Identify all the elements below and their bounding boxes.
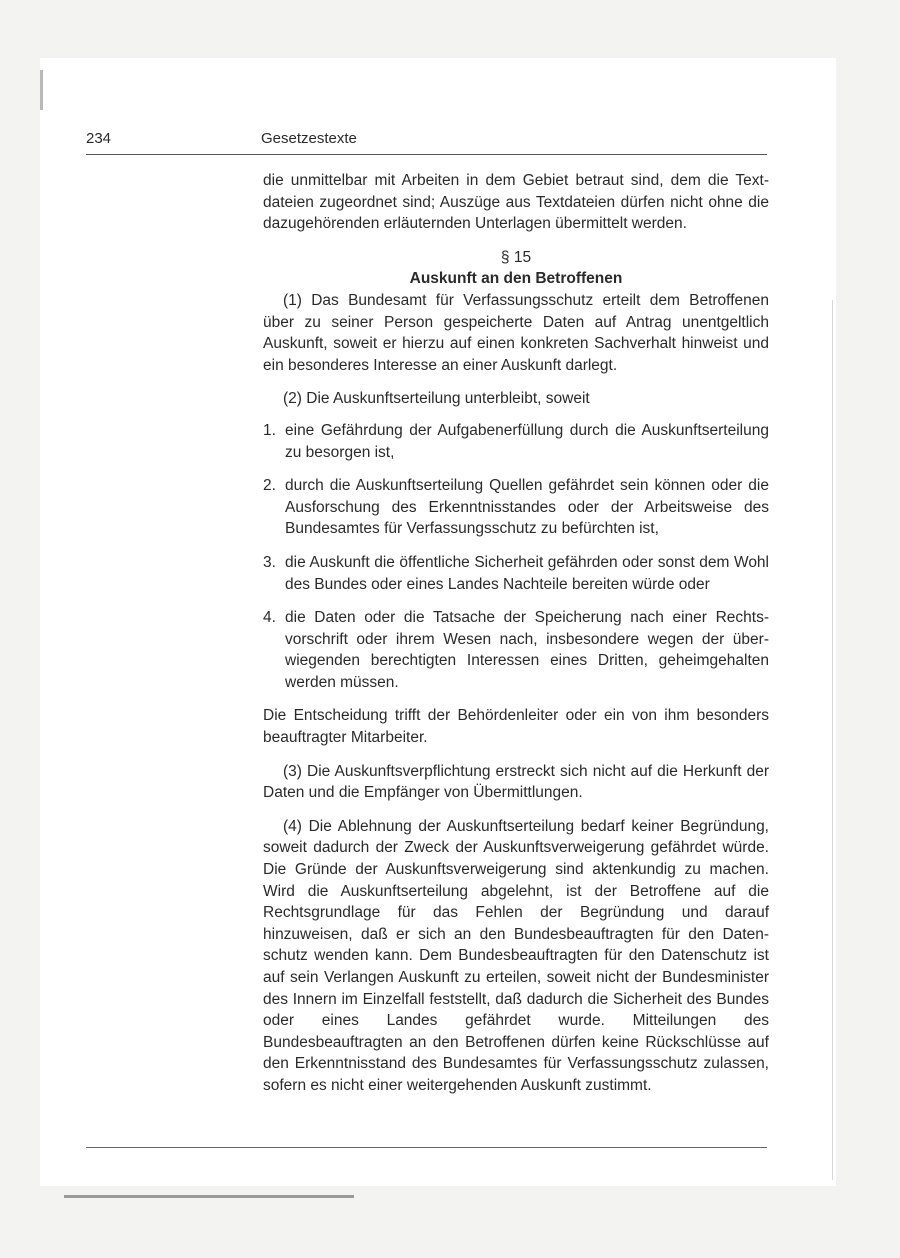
list-item — [263, 607, 769, 693]
list-item-text: eine Gefährdung der Aufgabenerfüllung durch die Auskunftserteilung zu besorgen ist, — [285, 421, 769, 461]
page-body — [263, 170, 769, 1097]
section-number: § 15 — [500, 248, 532, 266]
list-item-text: die Daten oder die Tatsache der Speicherung nach einer Rechtsvorschrift oder ihrem Wesen nach, insbesondere wegen der überwiegenden berechtigten Interessen eines Dritten, geheimgehalten werden müssen. — [285, 609, 769, 691]
list-item-number: 4. — [263, 609, 276, 627]
section-title: Auskunft an den Betroffenen — [409, 270, 623, 288]
paragraph-2-intro: (2) Die Auskunftserteilung unterbleibt, soweit — [283, 390, 590, 408]
decision-paragraph: Die Entscheidung trifft der Behördenleiter oder ein von ihm besonders beauftragter Mitarbeiter. — [263, 707, 769, 747]
intro-paragraph: die unmittelbar mit Arbeiten in dem Gebiet betraut sind, dem die Textdateien zugeordnet sind; Auszüge aus Textdateien dürfen nicht ohne die dazugehörenden erläuternden Unterlagen übermittelt werden. — [263, 172, 769, 233]
list-item-text: die Auskunft die öffentliche Sicherheit gefährden oder sonst dem Wohl des Bundes oder eines Landes Nachteile bereiten würde oder — [285, 553, 769, 593]
scan-edge — [832, 300, 833, 1180]
paragraph-1: (1) Das Bundesamt für Verfassungsschutz erteilt dem Betroffenen über zu seiner Person gespeicherte Daten auf Antrag unentgeltlich Auskunft, soweit er hierzu auf einen konkreten Sachverhalt hinweist und ein besonderes Interesse an einer Auskunft darlegt. — [263, 291, 769, 374]
running-title: Gesetzestexte — [261, 130, 357, 147]
paragraph-4: (4) Die Ablehnung der Auskunftserteilung bedarf keiner Begründung, soweit dadurch der Zweck der Auskunftsverweigerung gefährdet würde. Die Gründe der Auskunftsverweigerung sind aktenkundig zu machen. Wird die Auskunftserteilung abgelehnt, ist der Betroffene auf die Rechtsgrundlage für das Fehlen der Begründung und darauf hinzuweisen, daß er sich an den Bundesbeauftragten für den Datenschutz wenden kann. Dem Bundesbeauftragten für den Datenschutz ist auf sein Verlangen Auskunft zu erteilen, soweit nicht der Bundesminister des Innern im Einzelfall feststellt, daß dadurch die Sicherheit des Bundes oder eines Landes gefährdet wurde. Mitteilungen des Bundesbeauftragten an den Betroffenen dürfen keine Rückschlüsse auf den Erkenntnisstand des Bundesamtes für Verfassungsschutz zulassen, sofern es nicht einer weitergehenden Auskunft zustimmt. — [263, 817, 769, 1094]
list-item — [263, 420, 769, 463]
scan-artifact-line — [64, 1195, 354, 1198]
list-item-number: 2. — [263, 477, 276, 495]
list-item — [263, 552, 769, 595]
exception-list — [263, 420, 769, 694]
scan-edge — [40, 70, 43, 110]
paragraph-3: (3) Die Auskunftsverpflichtung erstreckt sich nicht auf die Herkunft der Daten und die Empfänger von Übermittlungen. — [263, 762, 769, 802]
list-item — [263, 475, 769, 540]
list-item-text: durch die Auskunftserteilung Quellen gefährdet sein können oder die Ausforschung des Erkenntnisstandes oder der Arbeitsweise des Bundesamtes für Verfassungsschutz zu befürchten ist, — [285, 477, 769, 538]
page-header — [86, 128, 767, 155]
list-item-number: 3. — [263, 553, 276, 571]
footer-rule — [86, 1147, 767, 1148]
page-number: 234 — [86, 130, 112, 147]
list-item-number: 1. — [263, 421, 276, 439]
